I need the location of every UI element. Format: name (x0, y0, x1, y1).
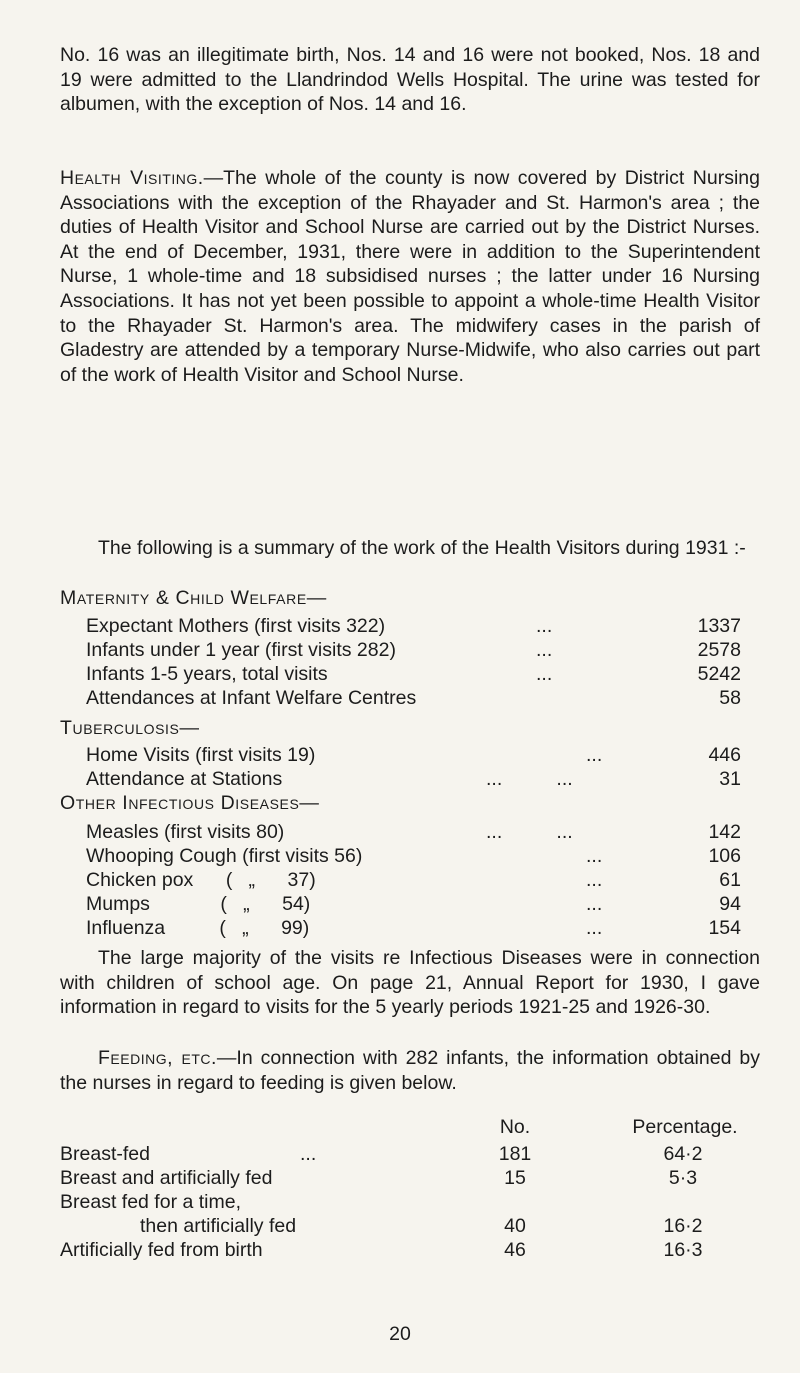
row-dots: ... ... (486, 821, 573, 843)
feeding-no: 181 (498, 1143, 532, 1165)
row-dots: ... (586, 744, 603, 766)
row-label: Influenza ( „ 99) (86, 917, 310, 939)
row-value: 58 (719, 687, 741, 709)
row-dots: ... (586, 869, 603, 891)
heading-tuberculosis: Tuberculosis— (60, 717, 200, 739)
paragraph-summary-intro: The following is a summary of the work of the Health Visitors during 1931 :- (98, 537, 746, 559)
feeding-no: 40 (504, 1215, 526, 1237)
row-value: 106 (708, 845, 741, 867)
feeding-no: 15 (504, 1167, 526, 1189)
page-number: 20 (389, 1323, 411, 1345)
column-header-no: No. (499, 1116, 531, 1138)
row-label: Expectant Mothers (first visits 322) (86, 615, 386, 637)
row-dots: ... (536, 639, 553, 661)
feeding-label: Breast fed for a time, (60, 1191, 241, 1213)
section-heading-feeding: Feeding, etc. (98, 1047, 217, 1069)
row-dots: ... (536, 663, 553, 685)
row-dots: ... (586, 893, 603, 915)
row-label: Infants 1-5 years, total visits (86, 663, 328, 685)
feeding-percentage: 64·2 (663, 1143, 703, 1165)
feeding-label: Breast and artificially fed (60, 1167, 273, 1189)
feeding-label: Artificially fed from birth (60, 1239, 263, 1261)
row-label: Whooping Cough (first visits 56) (86, 845, 363, 867)
row-label: Home Visits (first visits 19) (86, 744, 316, 766)
row-value: 61 (719, 869, 741, 891)
feeding-percentage: 16·2 (663, 1215, 703, 1237)
row-dots: ... (586, 845, 603, 867)
row-value: 2578 (697, 639, 741, 661)
row-label: Attendance at Stations (86, 768, 283, 790)
row-value: 31 (719, 768, 741, 790)
heading-infectious-diseases: Other Infectious Diseases— (60, 792, 320, 814)
paragraph-infectious-note: The large majority of the visits re Infectious Diseases were in connection with children of school age. On page 21, Annual Report for 1930, I gave information in regard to visits for the 5 yearly periods 1921-25 and 1926-30. (60, 947, 760, 1019)
row-label: Infants under 1 year (first visits 282) (86, 639, 396, 661)
column-header-percentage: Percentage. (632, 1116, 738, 1138)
feeding-no: 46 (504, 1239, 526, 1261)
paragraph-births: No. 16 was an illegitimate birth, Nos. 14 and 16 were not booked, Nos. 18 and 19 were admitted to the Llandrindod Wells Hospital. The urine was tested for albumen, with the exception of Nos. 14 and 16. (60, 44, 760, 116)
paragraph-feeding (60, 1046, 760, 1095)
feeding-label-continued: then artificially fed (140, 1215, 297, 1237)
row-value: 94 (719, 893, 741, 915)
feeding-percentage: 5·3 (668, 1167, 698, 1189)
row-value: 154 (708, 917, 741, 939)
row-label: Measles (first visits 80) (86, 821, 285, 843)
row-value: 446 (708, 744, 741, 766)
feeding-percentage: 16·3 (663, 1239, 703, 1261)
row-label: Chicken pox ( „ 37) (86, 869, 316, 891)
row-value: 142 (708, 821, 741, 843)
health-visiting-text: —The whole of the county is now covered by District Nursing Associations with the exception of the Rhayader and St. Harmon's area ; the duties of Health Visitor and School Nurse are carried out by the District Nurses. At the end of December, 1931, there were in addition to the Superintendent Nurse, 1 whole-time and 18 subsidised nurses ; the latter under 16 Nursing Associations. It has not yet been possible to appoint a whole-time Health Visitor to the Rhayader St. Harmon's area. The midwifery cases in the parish of Gladestry are attended by a temporary Nurse-Midwife, who also carries out part of the work of Health Visitor and School Nurse. (60, 167, 760, 386)
heading-maternity: Maternity & Child Welfare— (60, 587, 327, 609)
feeding-label: Breast-fed (60, 1143, 150, 1165)
feeding-dots: ... (300, 1143, 317, 1165)
paragraph-health-visiting (60, 166, 760, 387)
row-dots: ... (586, 917, 603, 939)
feeding-text: —In connection with 282 infants, the information obtained by the nurses in regard to feeding is given below. (60, 1047, 760, 1094)
row-label: Attendances at Infant Welfare Centres (86, 687, 417, 709)
row-value: 5242 (697, 663, 741, 685)
row-value: 1337 (697, 615, 741, 637)
row-dots: ... (536, 615, 553, 637)
section-heading-health-visiting: Health Visiting. (60, 167, 204, 189)
row-label: Mumps ( „ 54) (86, 893, 311, 915)
row-dots: ... ... (486, 768, 573, 790)
